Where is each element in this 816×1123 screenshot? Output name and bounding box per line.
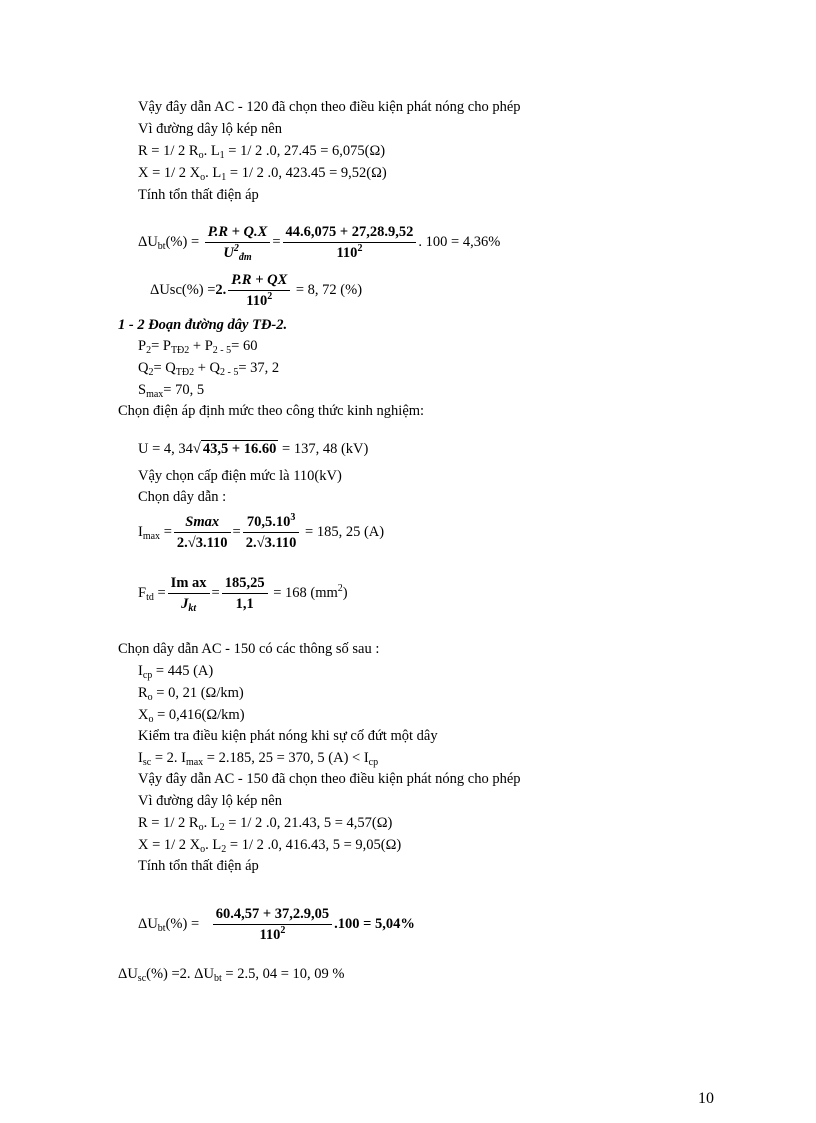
formula-imax: $I_{max}$ = $\frac{Smax}{2.√3.110}$ = $\frac{70,5.10^3}{2.√3.110}$ = 185, 25 (A) [138,512,385,551]
text-line: Vì đường dây lộ kép nên [138,793,282,809]
section-heading: 1 - 2 Đoạn đường dây TĐ-2. [118,317,288,333]
formula-voltage-loss-bt: $\Delta U_{bt}(\%)$ = $\frac{P.R + Q.X}{U^2_{đm}}$ = $\frac{44.6,075 + 27,28.9,52}{110^2}$ . 100 = 4,36% [138,224,501,263]
formula-voltage-loss-sc: ΔUsc(%) =2. $\frac{P.R + QX}{110^2}$ = 8, 72 (%) [150,272,363,309]
formula-voltage: U = 4, 34√ 43,5 + 16.60 = 137, 48 (kV) [138,441,369,457]
text-line: Chọn điện áp định mức theo công thức kinh nghiệm: [118,403,425,419]
equation-x: X = 1/ 2 $X_o$. $L_1 = 1/$ 2 .0, 423.45 = 9,52(Ω) [138,165,387,183]
text-line: Vì đường dây lộ kép nên [138,121,282,137]
equation-s: $S_{max}= 70$, 5 [138,382,205,400]
equation-ro: $R_o = 0$, 21 (Ω/km) [138,685,244,703]
text-line: Vậy đây dẫn AC - 150 đã chọn theo điều kiện phát nóng cho phép [138,771,521,787]
formula-voltage-loss-sc-2: $\Delta U_{sc}(\%) =2$. $\Delta U_{bt} = 2.5$, 04 = 10, 09 % [118,966,345,984]
text-line: Kiểm tra điều kiện phát nóng khi sự cố đứt một dây [138,728,438,744]
equation-isc: $I_{sc} = 2$. $I_{max} = 2.185$, 25 = 370, 5 $(A) < I_{cp}$ [138,750,379,768]
equation-p: $P_2= P_{TĐ2} + P_{2 - 5}= 60$ [138,338,258,356]
text-line: Chọn dây dẫn AC - 150 có các thông số sau : [118,641,380,657]
page-number: 10 [698,1090,714,1107]
equation-r: R = 1/ 2 $R_o$. $L_1 = 1/$ 2 .0, 27.45 = 6,075(Ω) [138,143,386,161]
equation-q: $Q_2= Q_{TĐ2} + Q_{2 - 5}= 37$, 2 [138,360,280,378]
text-line: Vậy chọn cấp điện mức là 110(kV) [138,468,342,484]
text-line: Vậy đây dẫn AC - 120 đã chọn theo điều kiện phát nóng cho phép [138,99,521,115]
equation-xo: $X_o = 0,416(\Omega/km)$ [138,707,245,725]
text-line: Tính tổn thất điện áp [138,858,259,874]
equation-icp: $I_{cp} = 445$ (A) [138,663,214,681]
formula-ftd: $F_{td}$ = $\frac{\text{Im ax}}{J_{kt}}$ = $\frac{185,25}{1,1}$ = 168 $(mm^2)$ [138,575,348,614]
text-line: Chọn dây dẫn : [138,489,227,505]
formula-voltage-loss-bt-2: $\Delta U_{bt}(\%)$ = $\frac{60.4,57 + 37,2.9,05}{110^2}$ .100 = 5,04% [138,906,415,943]
text-line: Tính tổn thất điện áp [138,187,259,203]
equation-x2: X = 1/ 2 $X_o$. $L_2 = 1/$ 2 .0, 416.43, 5 = 9,05(Ω) [138,837,402,855]
equation-r2: R = 1/ 2 $R_o$. $L_2 = 1/$ 2 .0, 21.43, 5 = 4,57(Ω) [138,815,393,833]
